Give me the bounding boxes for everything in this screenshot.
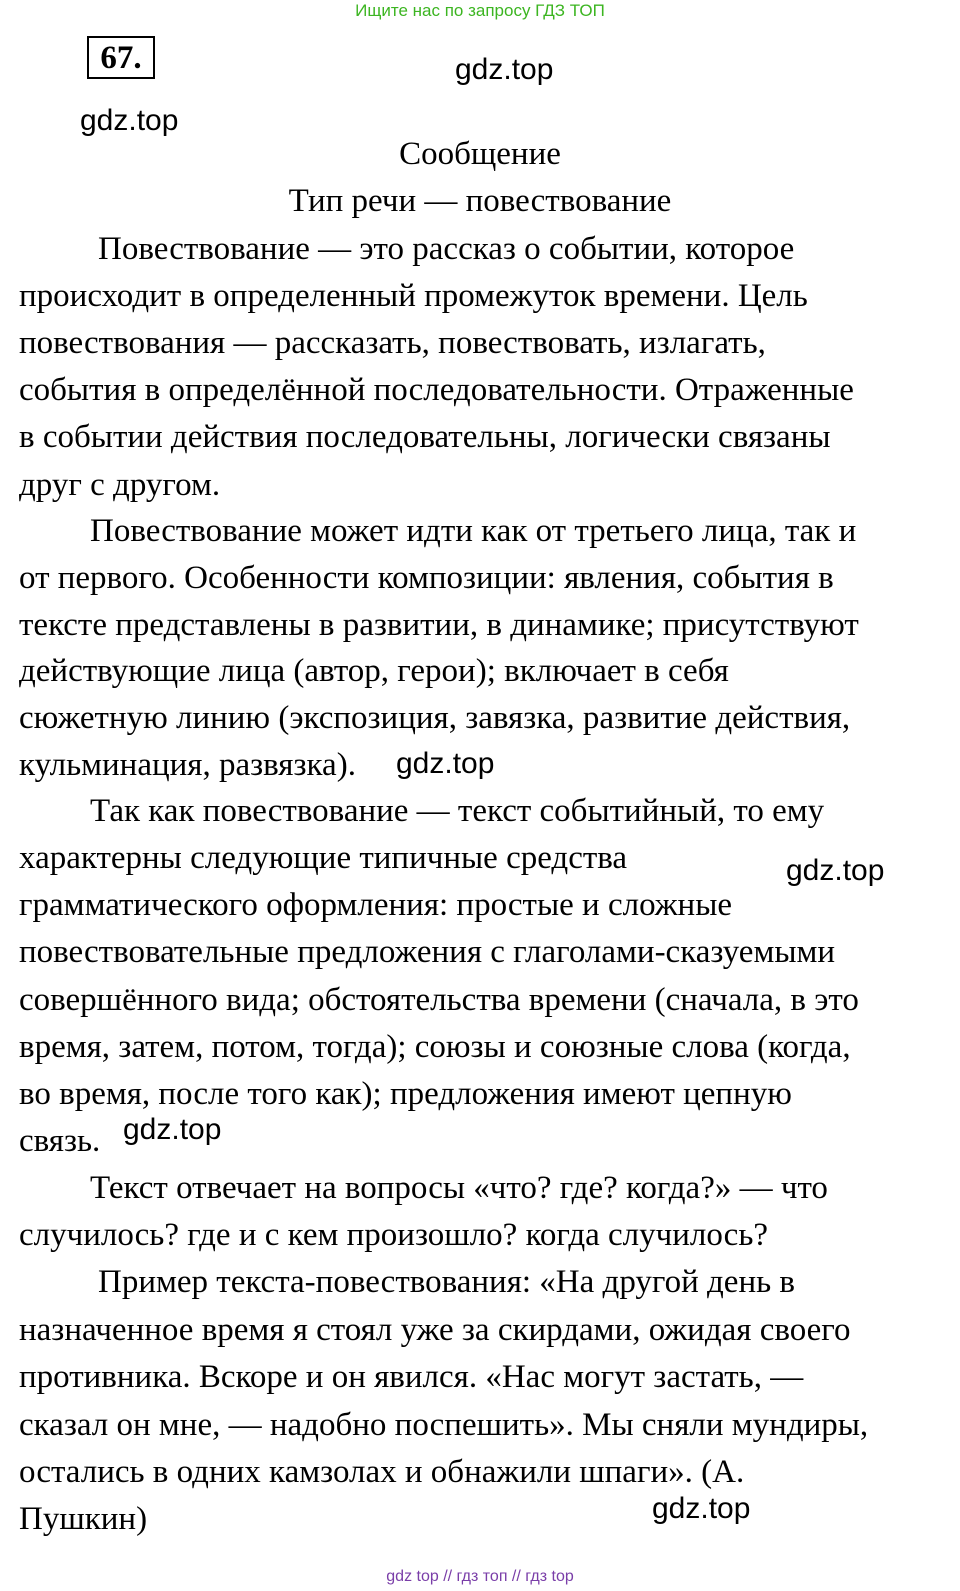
text-line: от первого. Особенности композиции: явления, события в — [19, 560, 834, 596]
text-line: происходит в определенный промежуток времени. Цель — [19, 278, 808, 314]
page-subtitle: Тип речи — повествование — [288, 183, 672, 219]
text-line: Повествование — это рассказ о событии, которое — [98, 231, 795, 267]
text-line: сказал он мне, — надобно поспешить». Мы сняли мундиры, — [19, 1407, 869, 1443]
text-line: время, затем, потом, тогда); союзы и союзные слова (когда, — [19, 1029, 851, 1065]
text-line: действующие лица (автор, герои); включает в себя — [19, 653, 729, 689]
watermark: gdz.top — [396, 747, 495, 780]
top-banner[interactable]: Ищите нас по запросу ГДЗ ТОП — [355, 1, 605, 20]
text-line: совершённого вида; обстоятельства времени (сначала, в это — [19, 982, 859, 1018]
watermark: gdz.top — [123, 1113, 222, 1146]
text-line: во время, после того как); предложения имеют цепную — [19, 1076, 792, 1112]
text-line: события в определённой последовательности. Отраженные — [19, 372, 854, 408]
text-line: друг с другом. — [19, 467, 221, 503]
text-line: в событии действия последовательны, логически связаны — [19, 419, 831, 455]
page-title: Сообщение — [399, 136, 561, 172]
task-number-box: 67. — [87, 36, 155, 79]
text-line: тексте представлены в развитии, в динамике; присутствуют — [19, 607, 859, 643]
text-line: Пушкин) — [19, 1501, 148, 1537]
watermark: gdz.top — [80, 104, 179, 137]
text-line: кульминация, развязка). — [19, 747, 356, 783]
text-line: повествования — рассказать, повествовать, излагать, — [19, 325, 766, 361]
text-line: остались в одних камзолах и обнажили шпаги». (А. — [19, 1454, 745, 1490]
text-line: Пример текста-повествования: «На другой день в — [98, 1264, 795, 1300]
text-line: Повествование может идти как от третьего лица, так и — [90, 513, 857, 549]
text-line: Так как повествование — текст событийный, то ему — [90, 793, 825, 829]
text-line: сюжетную линию (экспозиция, завязка, развитие действия, — [19, 700, 851, 736]
text-line: противника. Вскоре и он явился. «Нас могут застать, — — [19, 1359, 804, 1395]
text-line: случилось? где и с кем произошло? когда случилось? — [19, 1217, 769, 1253]
text-line: грамматического оформления: простые и сложные — [19, 887, 733, 923]
text-line: назначенное время я стоял уже за скирдами, ожидая своего — [19, 1312, 851, 1348]
watermark: gdz.top — [786, 854, 885, 887]
text-line: повествовательные предложения с глаголами-сказуемыми — [19, 934, 836, 970]
text-line: характерны следующие типичные средства — [19, 840, 628, 876]
footer-links[interactable]: gdz top // гдз топ // гдз top — [386, 1568, 574, 1585]
watermark: gdz.top — [652, 1492, 751, 1525]
text-line: связь. — [19, 1123, 101, 1159]
text-line: Текст отвечает на вопросы «что? где? когда?» — что — [90, 1170, 828, 1206]
watermark: gdz.top — [455, 53, 554, 86]
